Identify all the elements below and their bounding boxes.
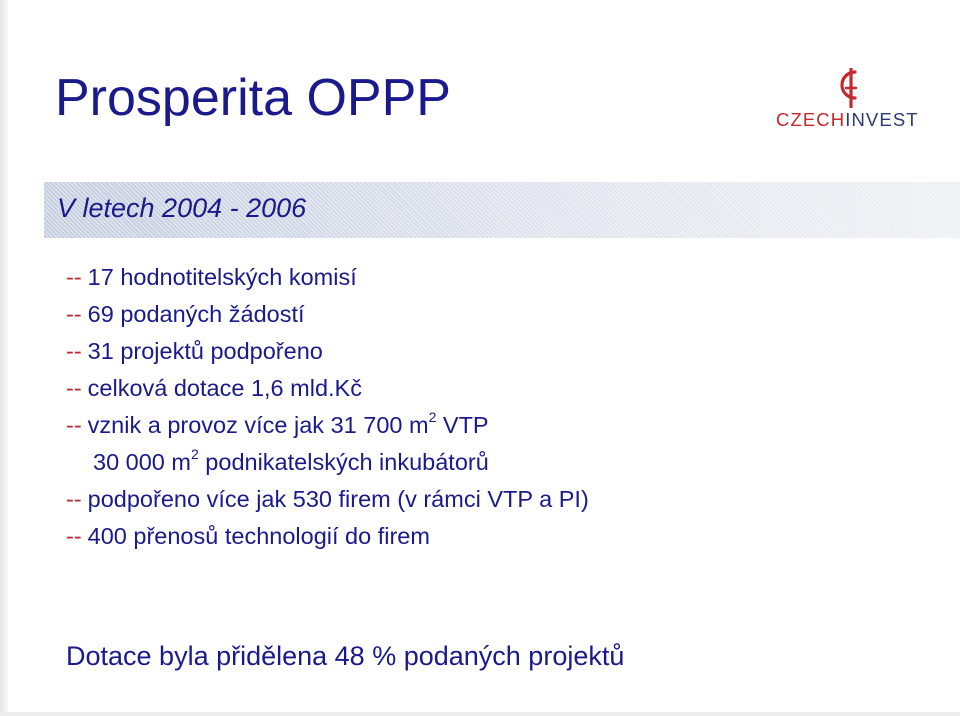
bullet-dash: -- [66,338,82,364]
list-item [66,333,589,370]
bullet-dash: -- [66,523,82,549]
list-item-text: vznik a provoz více jak 31 700 m [87,412,429,438]
slide-bottom-edge [0,712,960,716]
list-item [66,518,589,555]
bullet-dash: -- [66,264,82,290]
bullet-dash: -- [66,301,82,327]
logo-wordmark [776,109,919,131]
logo-text-invest: INVEST [845,109,919,130]
list-item-text: celková dotace 1,6 mld.Kč [87,375,362,401]
bullet-dash: -- [66,412,82,438]
list-item-text: 17 hodnotitelských komisí [87,264,357,290]
czechinvest-logo [776,68,926,130]
list-item-text: 400 přenosů technologií do firem [87,523,430,549]
list-item-text: podnikatelských inkubátorů [198,449,489,475]
list-item-text: VTP [436,412,489,438]
list-item-text: podpořeno více jak 530 firem (v rámci VTP a PI) [87,486,589,512]
bullet-dash: -- [66,375,82,401]
slide-left-edge [0,0,8,716]
list-item [66,259,589,296]
list-item [66,407,589,444]
logo-text-czech: CZECH [776,109,846,130]
list-item-text: 69 podaných žádostí [87,301,305,327]
list-item [66,481,589,518]
czechinvest-logo-icon [838,68,864,108]
superscript: 2 [428,409,437,426]
superscript: 2 [190,446,199,463]
summary-text: Dotace byla přidělena 48 % podaných projektů [66,641,625,671]
list-item [66,296,589,333]
list-item-text: 30 000 m [93,449,191,475]
bullet-dash: -- [66,486,82,512]
slide-title: Prosperita OPPP [55,69,451,127]
list-item [66,444,589,481]
list-item-text: 31 projektů podpořeno [87,338,323,364]
bullet-list [66,259,589,555]
slide-subtitle: V letech 2004 - 2006 [57,193,307,223]
list-item [66,370,589,407]
